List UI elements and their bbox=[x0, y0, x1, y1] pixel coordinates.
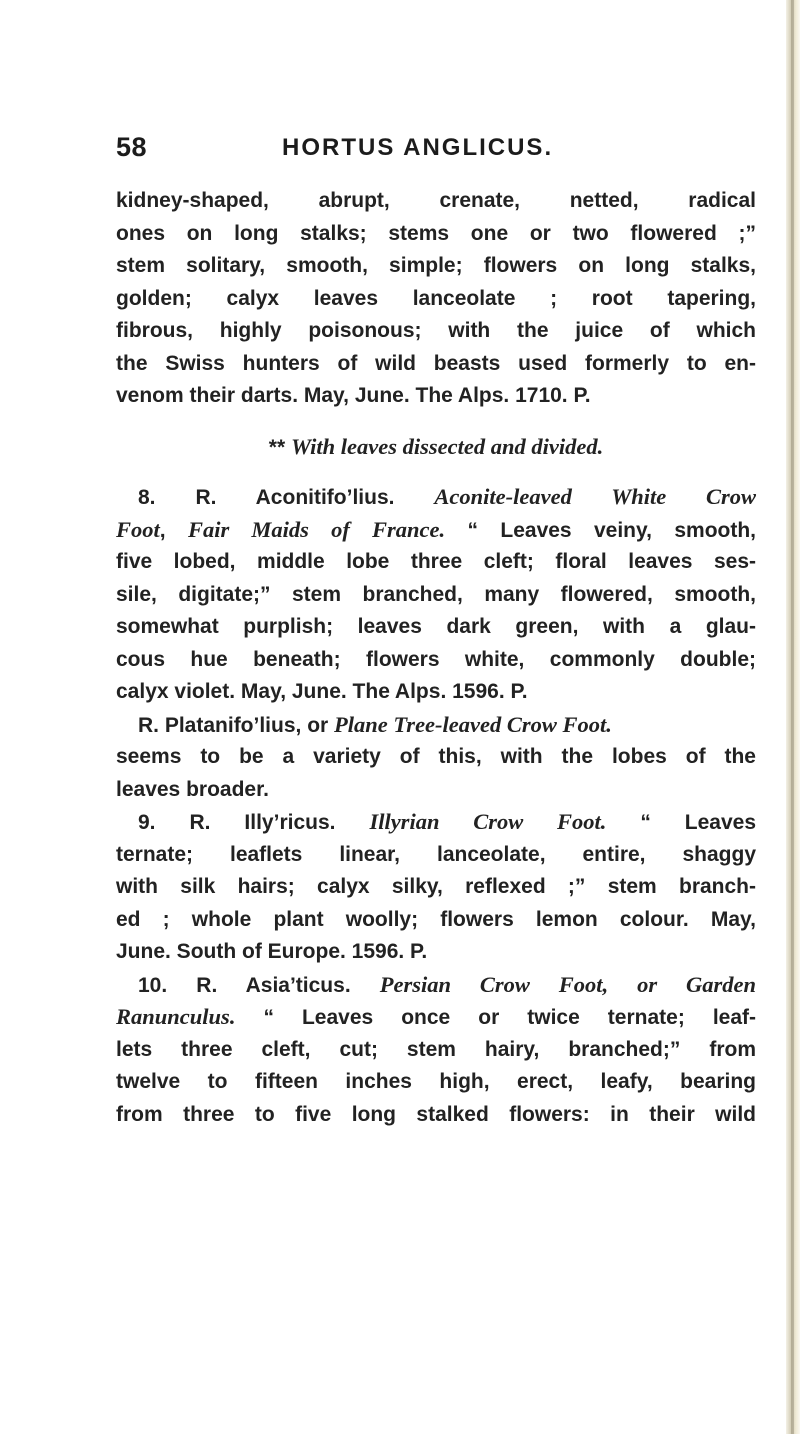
text-line: somewhat purplish; leaves dark green, with a glau- bbox=[116, 615, 756, 638]
page-number: 58 bbox=[116, 132, 148, 162]
text-line: venom their darts. May, June. The Alps. 1710. P. bbox=[116, 384, 591, 407]
page-header bbox=[116, 132, 756, 166]
text-line: June. South of Europe. 1596. P. bbox=[116, 940, 428, 963]
text-line: from three to five long stalked flowers: in their wild bbox=[116, 1102, 756, 1126]
text-line: calyx violet. May, June. The Alps. 1596. P. bbox=[116, 680, 528, 703]
text-line: lets three cleft, cut; stem hairy, branched;” from bbox=[116, 1037, 756, 1061]
entry-8-line: 8. R. Aconitifo’lius. Aconite-leaved White Crow bbox=[138, 484, 756, 509]
text-line: ternate; leaflets linear, lanceolate, entire, shaggy bbox=[116, 842, 756, 866]
text-line: seems to be a variety of this, with the lobes of the bbox=[116, 745, 756, 768]
text-line: Ranunculus. “ Leaves once or twice ternate; leaf- bbox=[116, 1004, 756, 1029]
text-line: twelve to fifteen inches high, erect, leafy, bearing bbox=[116, 1070, 756, 1093]
body-text bbox=[116, 185, 756, 1131]
text-line: stem solitary, smooth, simple; flowers on long stalks, bbox=[116, 254, 756, 277]
text-line: the Swiss hunters of wild beasts used formerly to en- bbox=[116, 351, 756, 375]
text-line: five lobed, middle lobe three cleft; floral leaves ses- bbox=[116, 550, 756, 573]
text-line: with silk hairs; calyx silky, reflexed ;” stem branch- bbox=[116, 875, 756, 898]
text-line: kidney-shaped, abrupt, crenate, netted, radical bbox=[116, 189, 756, 212]
page-edge-shadow bbox=[791, 0, 794, 1434]
text-line: golden; calyx leaves lanceolate ; root tapering, bbox=[116, 286, 756, 310]
text-line: cous hue beneath; flowers white, commonly double; bbox=[116, 647, 756, 671]
entry-9-line: 9. R. Illy’ricus. Illyrian Crow Foot. “ Leaves bbox=[138, 809, 756, 834]
text-line: ones on long stalks; stems one or two flowered ;” bbox=[116, 221, 756, 245]
running-head: HORTUS ANGLICUS. bbox=[282, 134, 554, 161]
entry-10-line: 10. R. Asia’ticus. Persian Crow Foot, or Garden bbox=[138, 971, 756, 997]
text-line: sile, digitate;” stem branched, many flowered, smooth, bbox=[116, 582, 756, 606]
text-line: fibrous, highly poisonous; with the juice of which bbox=[116, 319, 756, 342]
variety-line: R. Platanifo’lius, or Plane Tree-leaved Crow Foot. bbox=[138, 711, 612, 737]
text-line: ed ; whole plant woolly; flowers lemon colour. May, bbox=[116, 907, 756, 931]
text-line: Foot, Fair Maids of France. “ Leaves veiny, smooth, bbox=[116, 516, 757, 542]
section-heading: ** With leaves dissected and divided. bbox=[268, 433, 604, 459]
text-line: leaves broader. bbox=[116, 777, 269, 801]
